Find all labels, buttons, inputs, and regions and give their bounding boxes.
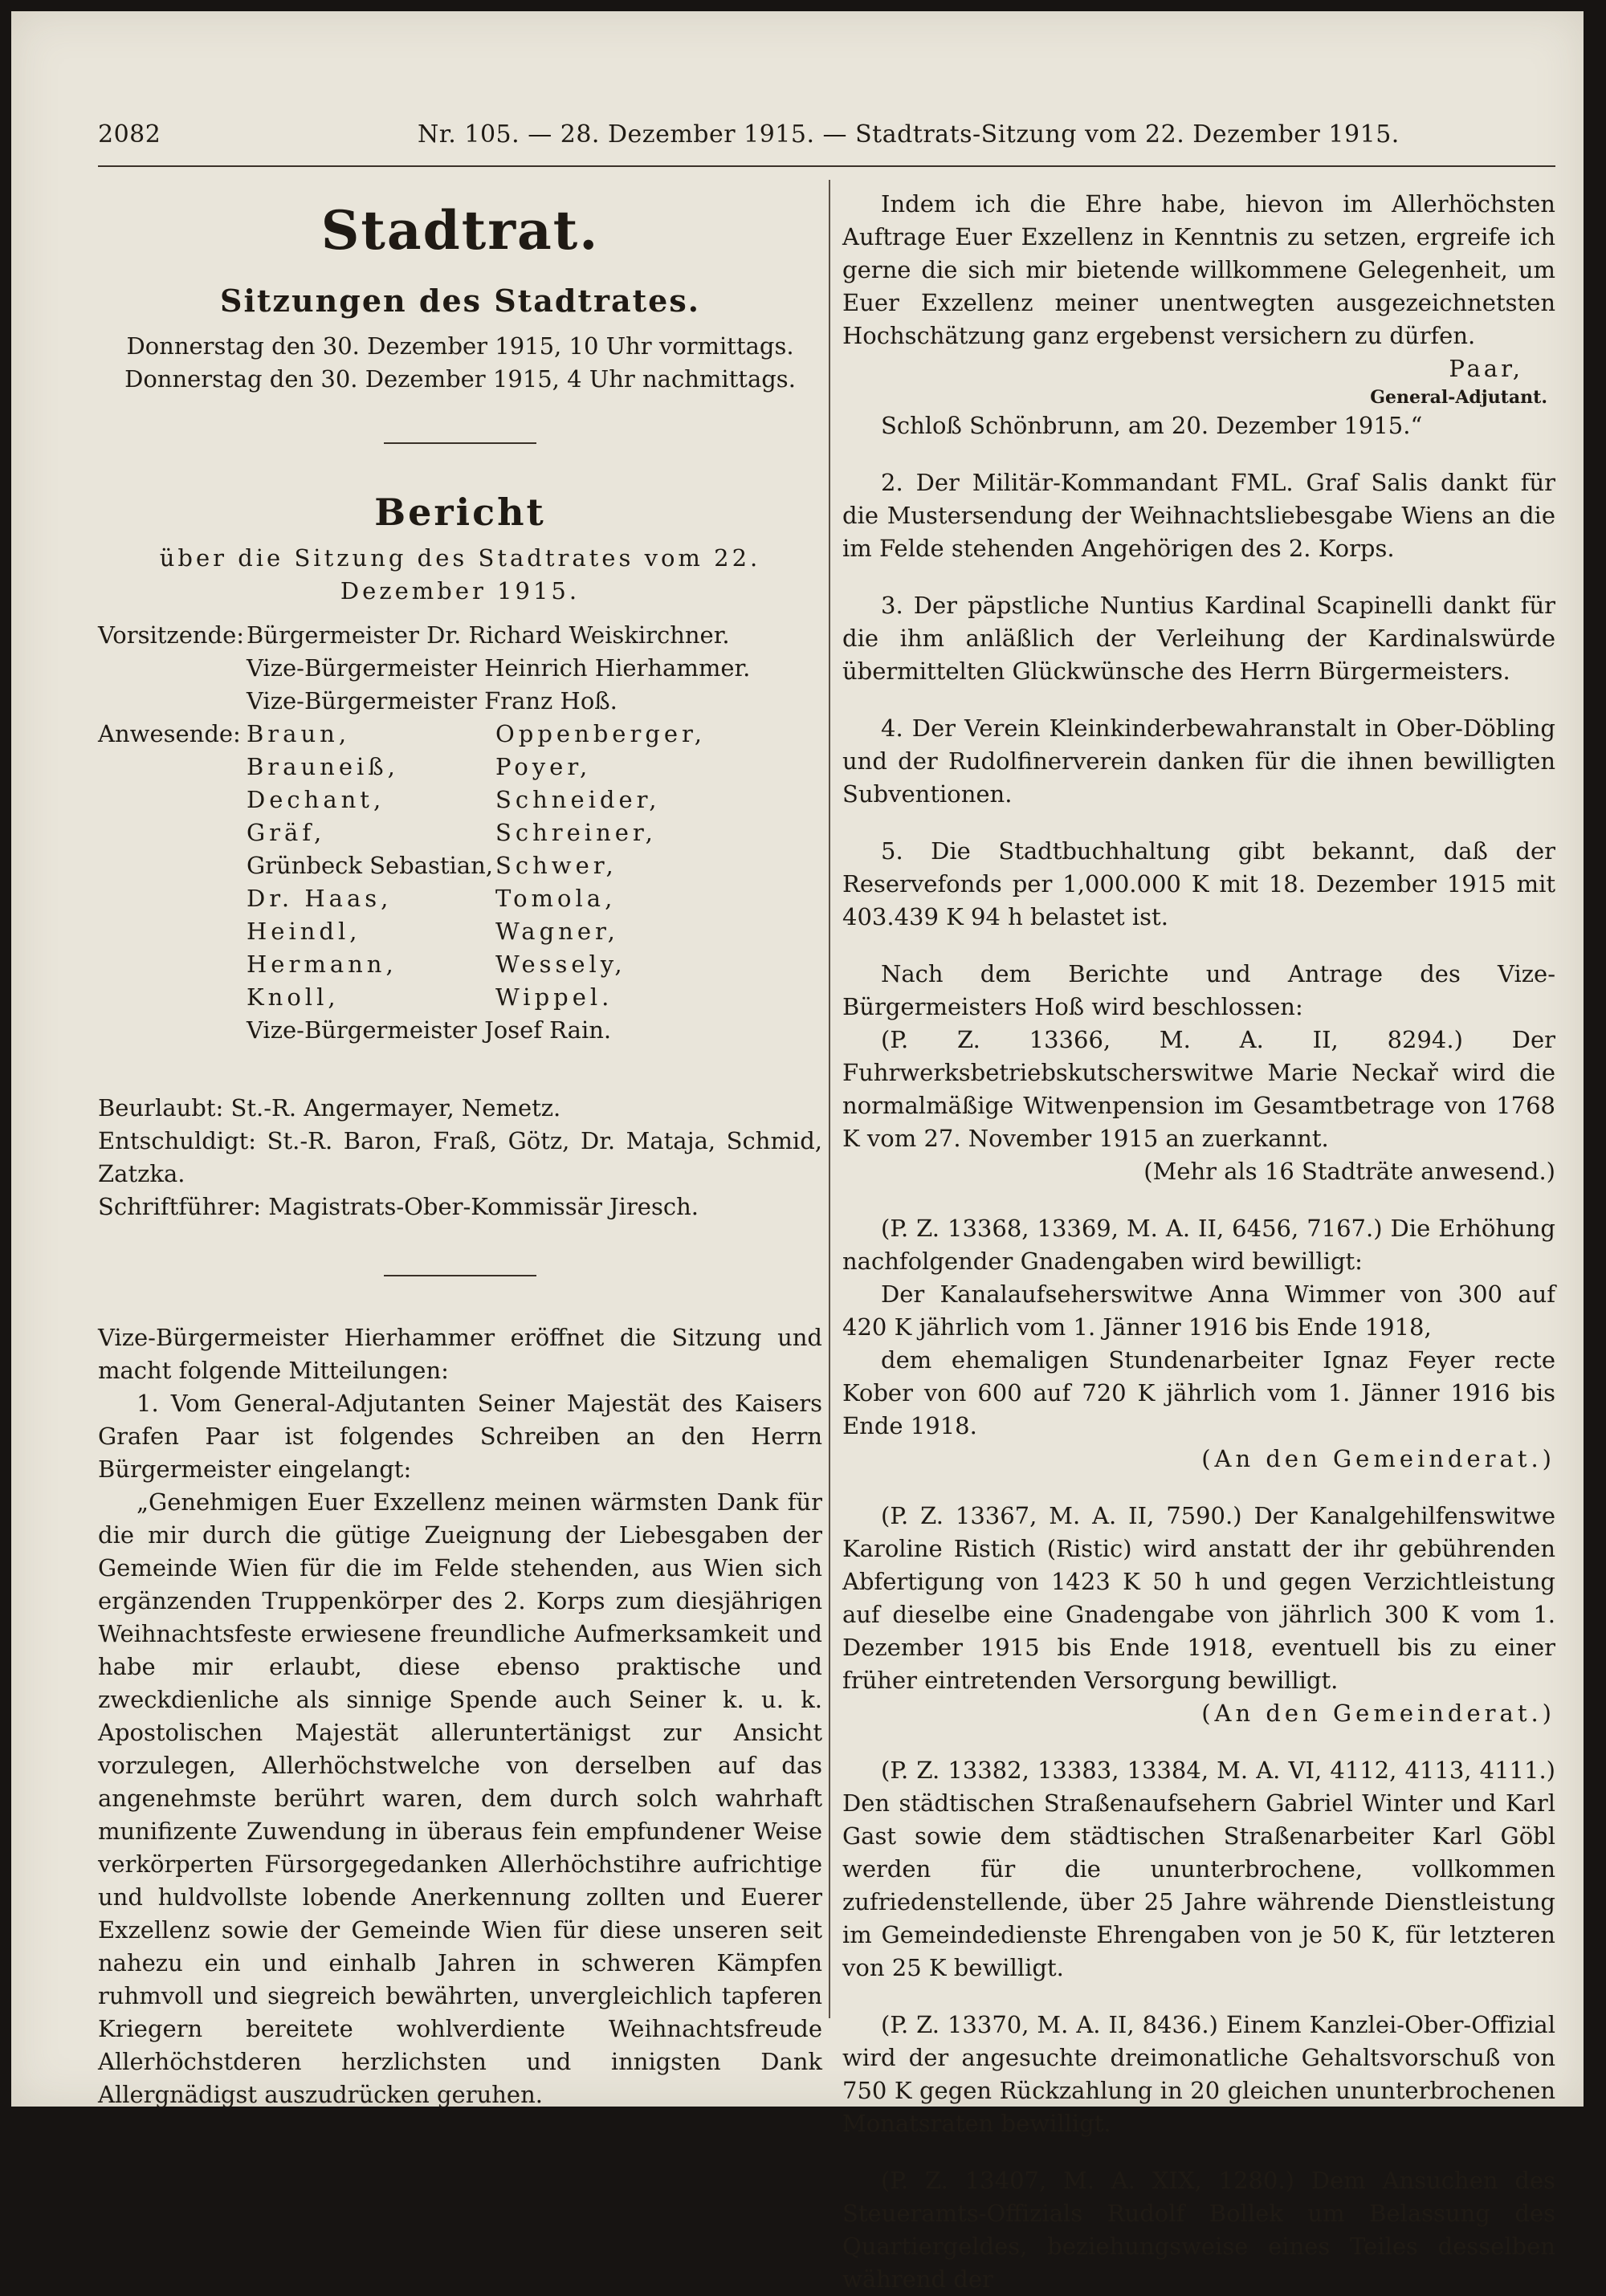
attendee: Wippel. bbox=[495, 983, 613, 1011]
letter-text: „Genehmigen Euer Exzellenz meinen wärmsten Dank für die mir durch die gütige Zueignung der Liebesgaben der Gemeinde Wien für die im Felde stehenden, aus Wien sich ergänzenden Truppenkörper des 2. Korps zum diesjährigen Weihnachtsfeste erwiesene freundliche Aufmerksamkeit und habe mir erlaubt, diese ebenso praktische und zweckdienliche als sinnige Spende auch Seiner k. u. k. Apostolischen Majestät alleruntertänigst zur Ansicht vorzulegen, Allerhöchstwelche von derselben auf das angenehmste berührt waren, dem durch solch wahrhaft munifizente Zuwendung in überaus fein empfundener Weise verkörperten Fürsorgegedanken Allerhöchstihre aufrichtige und huldvollste lobende Anerkennung zollten und Euerer Exzellenz sowie der Gemeinde Wien für diese unseren seit nahezu ein und einhalb Jahren in schweren Kämpfen ruhmvoll und siegreich bewährten, unvergleichlich tapferen Kriegern bereitete wohlverdiente Weihnachtsfreude Allerhöchstderen herzlichsten und innigsten Dank Allergnädigst auszudrücken geruhen. bbox=[98, 1488, 822, 2108]
item-1: 1. Vom General-Adjutanten Seiner Majestät des Kaisers Grafen Paar ist folgendes Schreiben an den Herrn Bürgermeister eingelangt: bbox=[98, 1390, 822, 1483]
resolution-2-note: (An den Gemeinderat.) bbox=[1201, 1445, 1555, 1472]
session-line: Donnerstag den 30. Dezember 1915, 4 Uhr nachmittags. bbox=[124, 365, 796, 393]
right-column bbox=[842, 181, 1555, 2296]
attendee: Dechant, bbox=[247, 786, 385, 813]
sessions-heading: Sitzungen des Stadtrates. bbox=[220, 283, 700, 319]
item-2: 2. Der Militär-Kommandant FML. Graf Salis dankt für die Mustersendung der Weihnachtsliebesgabe Wiens an die im Felde stehenden Angehörigen des 2. Korps. bbox=[842, 469, 1555, 562]
resolution-4: (P. Z. 13382, 13383, 13384, M. A. VI, 4112, 4113, 4111.) Den städtischen Straßenaufsehern Gabriel Winter und Karl Gast sowie dem städtischen Straßenarbeiter Karl Göbl werden für die ununterbrochene, vollkommen zufriedenstellende, über 25 Jahre währende Dienstleistung im Gemeindedienste Ehrengaben von je 50 K, für letzteren von 25 K bewilligt. bbox=[842, 1757, 1555, 1981]
resolution-2: (P. Z. 13368, 13369, M. A. II, 6456, 7167.) Die Erhöhung nachfolgender Gnadengaben wird bewilligt: bbox=[842, 1215, 1555, 1275]
attendees-label: Anwesende: bbox=[98, 720, 241, 747]
signature: Paar, bbox=[1449, 355, 1523, 382]
page-number: 2082 bbox=[98, 120, 161, 149]
report-title: Bericht bbox=[374, 491, 546, 534]
resolution-6: (P. Z. 13407, M. A. XIX, 1280.) Dem Ansuchen des Steueramts-Offizials Rudolf Bollek um Belassung des Quartiergeldes, beziehungsweise eines Teiles desselben während der bbox=[842, 2167, 1555, 2293]
chairs-table bbox=[98, 619, 750, 718]
attendee: Heindl, bbox=[247, 918, 361, 945]
item-4: 4. Der Verein Kleinkinderbewahranstalt in Ober-Döbling und der Rudolfinerverein danken für die ihnen bewilligten Subventionen. bbox=[842, 714, 1555, 808]
document-page bbox=[11, 11, 1584, 2293]
session-line: Donnerstag den 30. Dezember 1915, 10 Uhr vormittags. bbox=[126, 332, 794, 360]
left-column bbox=[98, 181, 822, 2111]
resolution-3: (P. Z. 13367, M. A. II, 7590.) Der Kanalgehilfenswitwe Karoline Ristich (Ristic) wird anstatt der ihr gebührenden Abfertigung von 1423 K 50 h und gegen Verzichtleistung auf dieselbe eine Gnadengabe von jährlich 300 K vom 1. Dezember 1915 bis Ende 1918, eventuell bis zu einer früher eintretenden Versorgung bewilligt. bbox=[842, 1502, 1555, 1694]
chair-entry: Bürgermeister Dr. Richard Weiskirchner. bbox=[247, 621, 730, 649]
running-title: Nr. 105. — 28. Dezember 1915. — Stadtrats-Sitzung vom 22. Dezember 1915. bbox=[418, 120, 1400, 149]
attendee: Knoll, bbox=[247, 983, 340, 1011]
item-3: 3. Der päpstliche Nuntius Kardinal Scapinelli dankt für die ihm anläßlich der Verleihung der Kardinalswürde übermittelten Glückwünsche des Herrn Bürgermeisters. bbox=[842, 592, 1555, 685]
page-header bbox=[98, 120, 1559, 161]
column-divider bbox=[829, 180, 830, 2018]
section-title: Stadtrat. bbox=[320, 199, 600, 262]
attendee: Poyer, bbox=[495, 753, 592, 780]
attendee: Hermann, bbox=[247, 951, 397, 978]
excused: Entschuldigt: St.-R. Baron, Fraß, Götz, Dr. Mataja, Schmid, Zatzka. bbox=[98, 1127, 822, 1187]
attendee: Gräf, bbox=[247, 819, 326, 846]
resolution-1-note: (Mehr als 16 Stadträte anwesend.) bbox=[1143, 1158, 1555, 1185]
resolution-2a: Der Kanalaufseherswitwe Anna Wimmer von 300 auf 420 K jährlich vom 1. Jänner 1916 bis Ende 1918, bbox=[842, 1280, 1555, 1341]
attendee: Wagner, bbox=[495, 918, 619, 945]
resolution-1: (P. Z. 13366, M. A. II, 8294.) Der Fuhrwerksbetriebskutscherswitwe Marie Neckař wird die normalmäßige Witwenpension im Gesamtbetrage von 1768 K vom 27. November 1915 an zuerkannt. bbox=[842, 1026, 1555, 1152]
signature-title: General-Adjutant. bbox=[1370, 387, 1547, 408]
divider bbox=[384, 442, 536, 444]
attendee: Tomola, bbox=[495, 885, 617, 912]
attendee: Wessely, bbox=[495, 951, 626, 978]
attendees-table bbox=[98, 718, 706, 1047]
secretary: Schriftführer: Magistrats-Ober-Kommissär Jiresch. bbox=[98, 1193, 699, 1220]
attendee: Schneider, bbox=[495, 786, 661, 813]
attendee: Schwer, bbox=[495, 852, 618, 879]
attendee: Dr. Haas, bbox=[247, 885, 393, 912]
on-leave: Beurlaubt: St.-R. Angermayer, Nemetz. bbox=[98, 1094, 561, 1122]
header-rule bbox=[98, 165, 1555, 167]
report-subtitle: über die Sitzung des Stadtrates vom 22. Dezember 1915. bbox=[159, 544, 761, 605]
attendee: Braun, bbox=[247, 720, 351, 747]
resolution-5: (P. Z. 13370, M. A. II, 8436.) Einem Kanzlei-Ober-Offizial wird der angesuchte dreimonatliche Gehaltsvorschuß von 750 K gegen Rückzahlung in 20 gleichen ununterbrochenen Monatsraten bewilligt. bbox=[842, 2011, 1555, 2137]
item-5: 5. Die Stadtbuchhaltung gibt bekannt, daß der Reservefonds per 1,000.000 K mit 18. Dezember 1915 mit 403.439 K 94 h belastet ist. bbox=[842, 837, 1555, 930]
place-date: Schloß Schönbrunn, am 20. Dezember 1915.“ bbox=[881, 412, 1423, 439]
chairs-label: Vorsitzende: bbox=[98, 621, 245, 649]
letter-end: Indem ich die Ehre habe, hievon im Allerhöchsten Auftrage Euer Exzellenz in Kenntnis zu setzen, ergreife ich gerne die sich mir bietende willkommene Gelegenheit, um Euer Exzellenz meiner unentwegten ausgezeichnetsten Hochschätzung ganz ergebenst versichern zu dürfen. bbox=[842, 190, 1555, 349]
resolution-intro: Nach dem Berichte und Antrage des Vize-Bürgermeisters Hoß wird beschlossen: bbox=[842, 960, 1555, 1020]
attendee: Brauneiß, bbox=[247, 753, 399, 780]
divider bbox=[384, 1275, 536, 1276]
resolution-3-note: (An den Gemeinderat.) bbox=[1201, 1700, 1555, 1727]
attendee: Oppenberger, bbox=[495, 720, 706, 747]
attendee: Grünbeck Sebastian, bbox=[247, 852, 494, 879]
attendee: Schreiner, bbox=[495, 819, 657, 846]
chair-entry: Vize-Bürgermeister Heinrich Hierhammer. bbox=[247, 654, 751, 682]
opening-paragraph: Vize-Bürgermeister Hierhammer eröffnet die Sitzung und macht folgende Mitteilungen: bbox=[98, 1324, 822, 1384]
chair-entry: Vize-Bürgermeister Franz Hoß. bbox=[247, 687, 618, 714]
attendee: Vize-Bürgermeister Josef Rain. bbox=[247, 1016, 612, 1044]
resolution-2b: dem ehemaligen Stundenarbeiter Ignaz Feyer recte Kober von 600 auf 720 K jährlich vom 1. Jänner 1916 bis Ende 1918. bbox=[842, 1346, 1555, 1439]
